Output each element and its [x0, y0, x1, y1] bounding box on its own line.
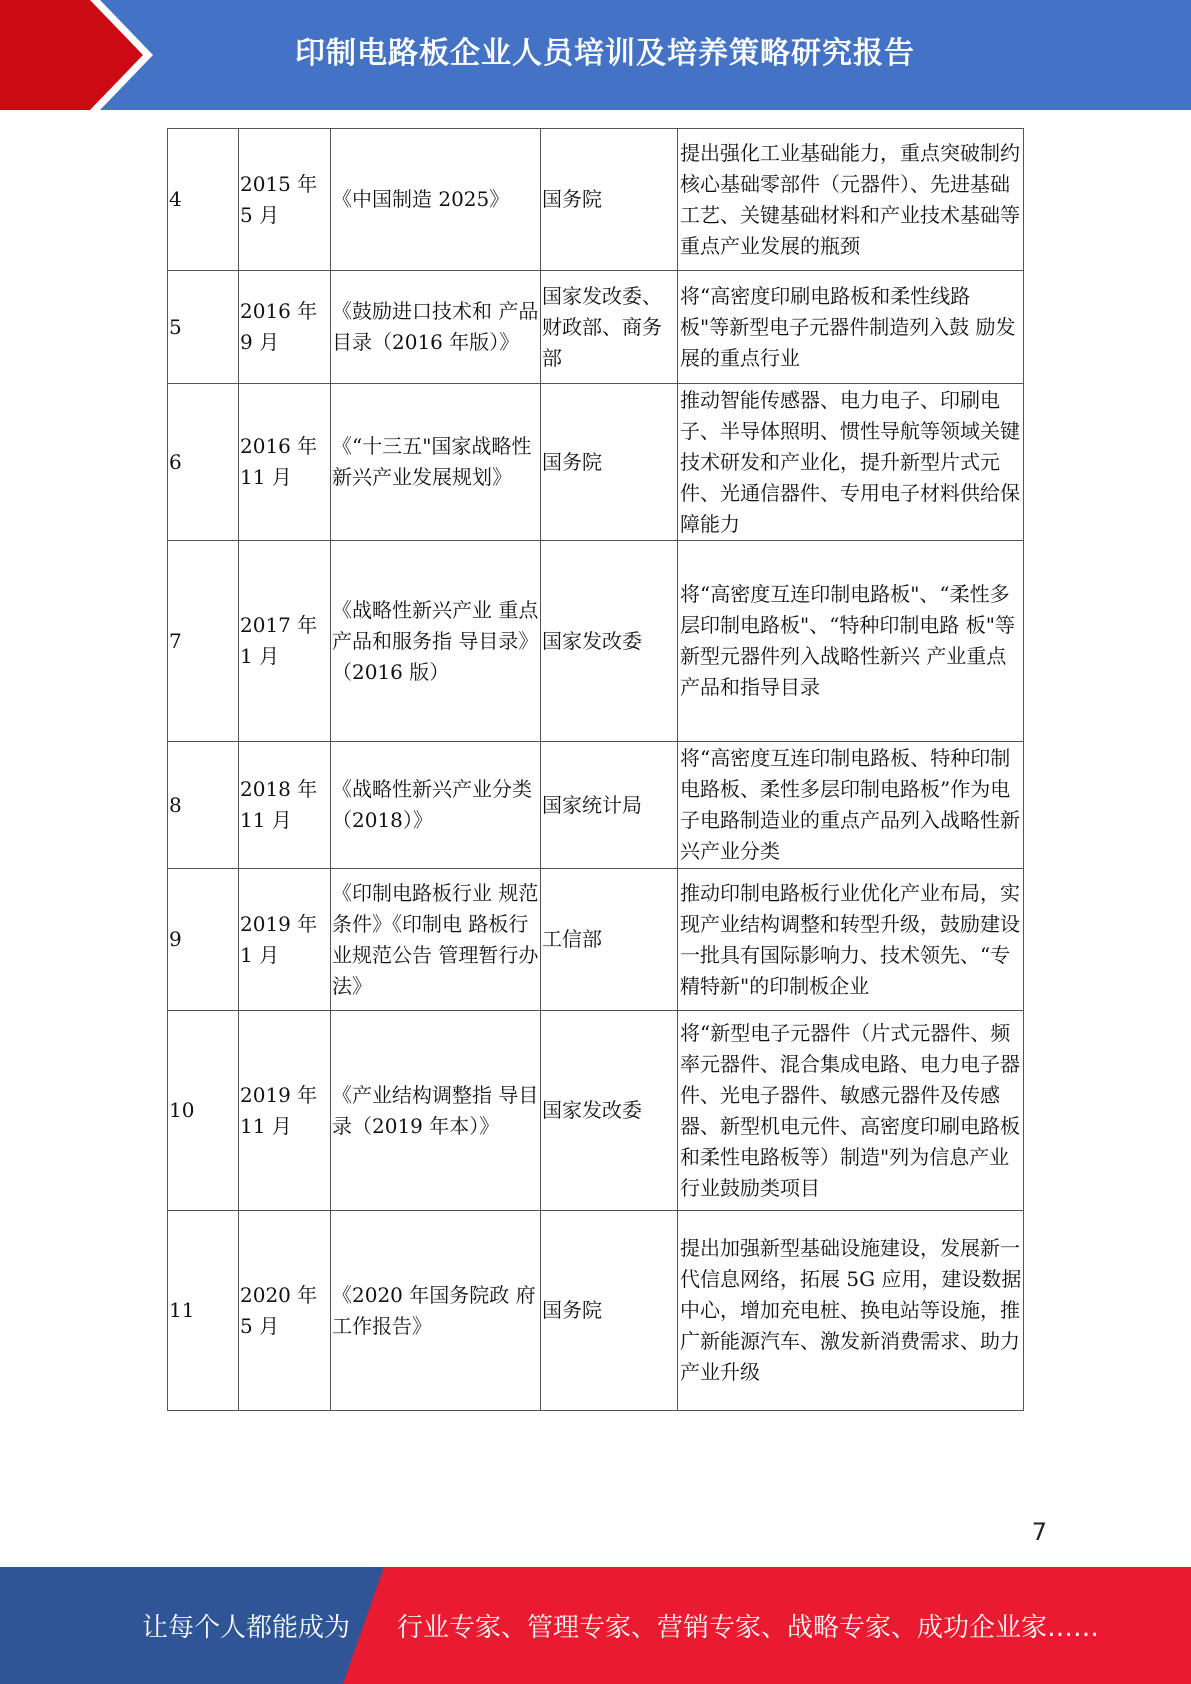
issuing-body: 国务院	[541, 129, 678, 271]
issue-date: 2017 年 1 月	[239, 541, 331, 742]
policy-name: 《战略性新兴产业 重点产品和服务指 导目录》（2016 版）	[331, 541, 541, 742]
row-number: 10	[168, 1011, 239, 1211]
issue-date: 2015 年 5 月	[239, 129, 331, 271]
page-number: 7	[1031, 1518, 1047, 1546]
table-row	[168, 271, 1024, 384]
policy-content: 将“高密度印刷电路板和柔性线路 板"等新型电子元器件制造列入鼓 励发展的重点行业	[678, 271, 1024, 384]
table-row	[168, 541, 1024, 742]
issue-date: 2019 年 1 月	[239, 869, 331, 1011]
row-number: 8	[168, 742, 239, 869]
issue-date: 2016 年 9 月	[239, 271, 331, 384]
policy-content: 推动智能传感器、电力电子、印刷电子、半导体照明、惯性导航等领域关键技术研发和产业化，提升新型片式元件、光通信器件、专用电子材料供给保障能力	[678, 384, 1024, 541]
row-number: 6	[168, 384, 239, 541]
policy-name: 《印制电路板行业 规范条件》《印制电 路板行业规范公告 管理暂行办法》	[331, 869, 541, 1011]
issuing-body: 国家发改委	[541, 541, 678, 742]
policy-content: 提出强化工业基础能力，重点突破制约核心基础零部件（元器件）、先进基础工艺、关键基础材料和产业技术基础等重点产业发展的瓶颈	[678, 129, 1024, 271]
policy-content: 提出加强新型基础设施建设，发展新一代信息网络，拓展 5G 应用，建设数据中心，增加充电桩、换电站等设施，推广新能源汽车、激发新消费需求、助力产业升级	[678, 1211, 1024, 1411]
table-row	[168, 129, 1024, 271]
policy-content: 将“新型电子元器件（片式元器件、频率元器件、混合集成电路、电力电子器件、光电子器件、敏感元器件及传感器、新型机电元件、高密度印刷电路板和柔性电路板等）制造"列为信息产业行业鼓励类项目	[678, 1011, 1024, 1211]
policy-name: 《“十三五"国家战略性新兴产业发展规划》	[331, 384, 541, 541]
issue-date: 2019 年 11 月	[239, 1011, 331, 1211]
issue-date: 2020 年 5 月	[239, 1211, 331, 1411]
issuing-body: 国务院	[541, 1211, 678, 1411]
issuing-body: 工信部	[541, 869, 678, 1011]
table-row	[168, 742, 1024, 869]
issuing-body: 国家发改委、财政部、商务部	[541, 271, 678, 384]
page-header	[0, 0, 1191, 110]
table-row	[168, 1011, 1024, 1211]
table-row	[168, 869, 1024, 1011]
row-number: 11	[168, 1211, 239, 1411]
policy-content: 将“高密度互连印制电路板、特种印制电路板、柔性多层印制电路板”作为电子电路制造业的重点产品列入战略性新兴产业分类	[678, 742, 1024, 869]
policy-name: 《战略性新兴产业分类（2018）》	[331, 742, 541, 869]
row-number: 4	[168, 129, 239, 271]
policy-table	[167, 128, 1024, 1411]
footer-slogan-left: 让每个人都能成为	[142, 1613, 351, 1643]
policy-name: 《中国制造 2025》	[331, 129, 541, 271]
footer-slogan-right: 行业专家、管理专家、营销专家、战略专家、成功企业家……	[397, 1613, 1100, 1643]
policy-name: 《鼓励进口技术和 产品目录（2016 年版）》	[331, 271, 541, 384]
table-row	[168, 1211, 1024, 1411]
issuing-body: 国务院	[541, 384, 678, 541]
policy-name: 《2020 年国务院政 府工作报告》	[331, 1211, 541, 1411]
row-number: 9	[168, 869, 239, 1011]
policy-content: 推动印制电路板行业优化产业布局，实现产业结构调整和转型升级，鼓励建设一批具有国际影响力、技术领先、“专精特新"的印制板企业	[678, 869, 1024, 1011]
issue-date: 2016 年 11 月	[239, 384, 331, 541]
row-number: 5	[168, 271, 239, 384]
issuing-body: 国家统计局	[541, 742, 678, 869]
table-row	[168, 384, 1024, 541]
issuing-body: 国家发改委	[541, 1011, 678, 1211]
policy-content: 将“高密度互连印制电路板"、“柔性多层印制电路板"、“特种印制电路 板"等新型元器件列入战略性新兴 产业重点产品和指导目录	[678, 541, 1024, 742]
issue-date: 2018 年 11 月	[239, 742, 331, 869]
policy-name: 《产业结构调整指 导目录（2019 年本）》	[331, 1011, 541, 1211]
document-title: 印制电路板企业人员培训及培养策略研究报告	[295, 36, 915, 71]
page-footer	[0, 1567, 1191, 1684]
row-number: 7	[168, 541, 239, 742]
